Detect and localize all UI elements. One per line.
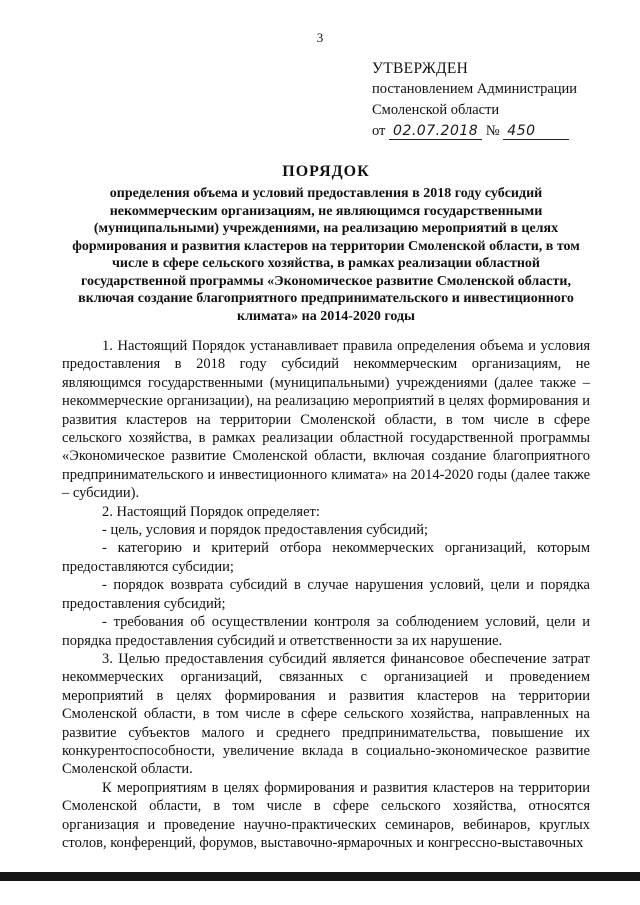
handwritten-date: 02.07.2018 — [389, 124, 482, 140]
approval-number-prefix: № — [485, 123, 500, 139]
handwritten-number: 450 — [503, 124, 569, 140]
approval-heading: УТВЕРЖДЕН — [372, 60, 469, 77]
list-item-goal: - цель, условия и порядок предоставления субсидий; — [102, 522, 429, 539]
approval-from-prefix: от — [372, 123, 386, 139]
page-bottom-edge — [0, 872, 640, 881]
approval-stamp — [372, 58, 622, 142]
paragraph-1: 1. Настоящий Порядок устанавливает правила определения объема и условия предоставления в 2018 году субсидий некоммерческим организациям, не являющимся государственными (муниципальными) учреждениями (далее также – некоммерческие организации), на реализацию мероприятий в целях формирования и развития кластеров на территории Смоленской области, в том числе в сфере сельского хозяйства, в рамках реализации областной государственной программы «Экономическое развитие Смоленской области, включая создание благоприятного предпринимательского и инвестиционного климата» на 2014-2020 годы (далее также – субсидии). — [62, 338, 590, 502]
page-number: 3 — [316, 30, 324, 45]
list-item-category: - категорию и критерий отбора некоммерческих организаций, которым предоставляются субсидии; — [62, 540, 590, 575]
document-body — [62, 337, 590, 852]
list-item-refund: - порядок возврата субсидий в случае нарушения условий, цели и порядка предоставления субсидий; — [62, 577, 590, 612]
approval-line-2: Смоленской области — [372, 102, 500, 118]
approval-date-line — [372, 121, 622, 142]
paragraph-4: К мероприятиям в целях формирования и развития кластеров на территории Смоленской области, в том числе в сфере сельского хозяйства, относятся организация и проведение научно-практических семинаров, вебинаров, круглых столов, конференций, форумов, выставочно-ярмарочных и конгрессно-выставочных — [62, 779, 590, 851]
list-item-control: - требования об осуществлении контроля за соблюдением условий, цели и порядка предоставления субсидий и ответственности за их нарушение. — [62, 614, 590, 649]
paragraph-3: 3. Целью предоставления субсидий является финансовое обеспечение затрат некоммерческих организаций, связанных с организацией и проведением мероприятий в целях формирования и развития кластеров на территории Смоленской области, в том числе в сфере сельского хозяйства, направленных на развитие субъектов малого и среднего предпринимательства, повышение их конкурентоспособности, увеличение вклада в социально-экономическое развитие Смоленской области. — [62, 650, 590, 778]
paragraph-2: 2. Настоящий Порядок определяет: — [102, 503, 320, 520]
document-subtitle: определения объема и условий предоставления в 2018 году субсидий некоммерческим организациям, не являющимся государственными (муниципальными) учреждениями, на реализацию мероприятий в целях формирования и развития кластеров на территории Смоленской области, в том числе в сфере сельского хозяйства, в рамках реализации областной государственной программы «Экономическое развитие Смоленской области, включая создание благоприятного предпринимательского и инвестиционного климата» на 2014-2020 годы — [72, 186, 580, 324]
document-title: ПОРЯДОК — [282, 163, 370, 180]
approval-line-1: постановлением Администрации — [372, 81, 578, 97]
